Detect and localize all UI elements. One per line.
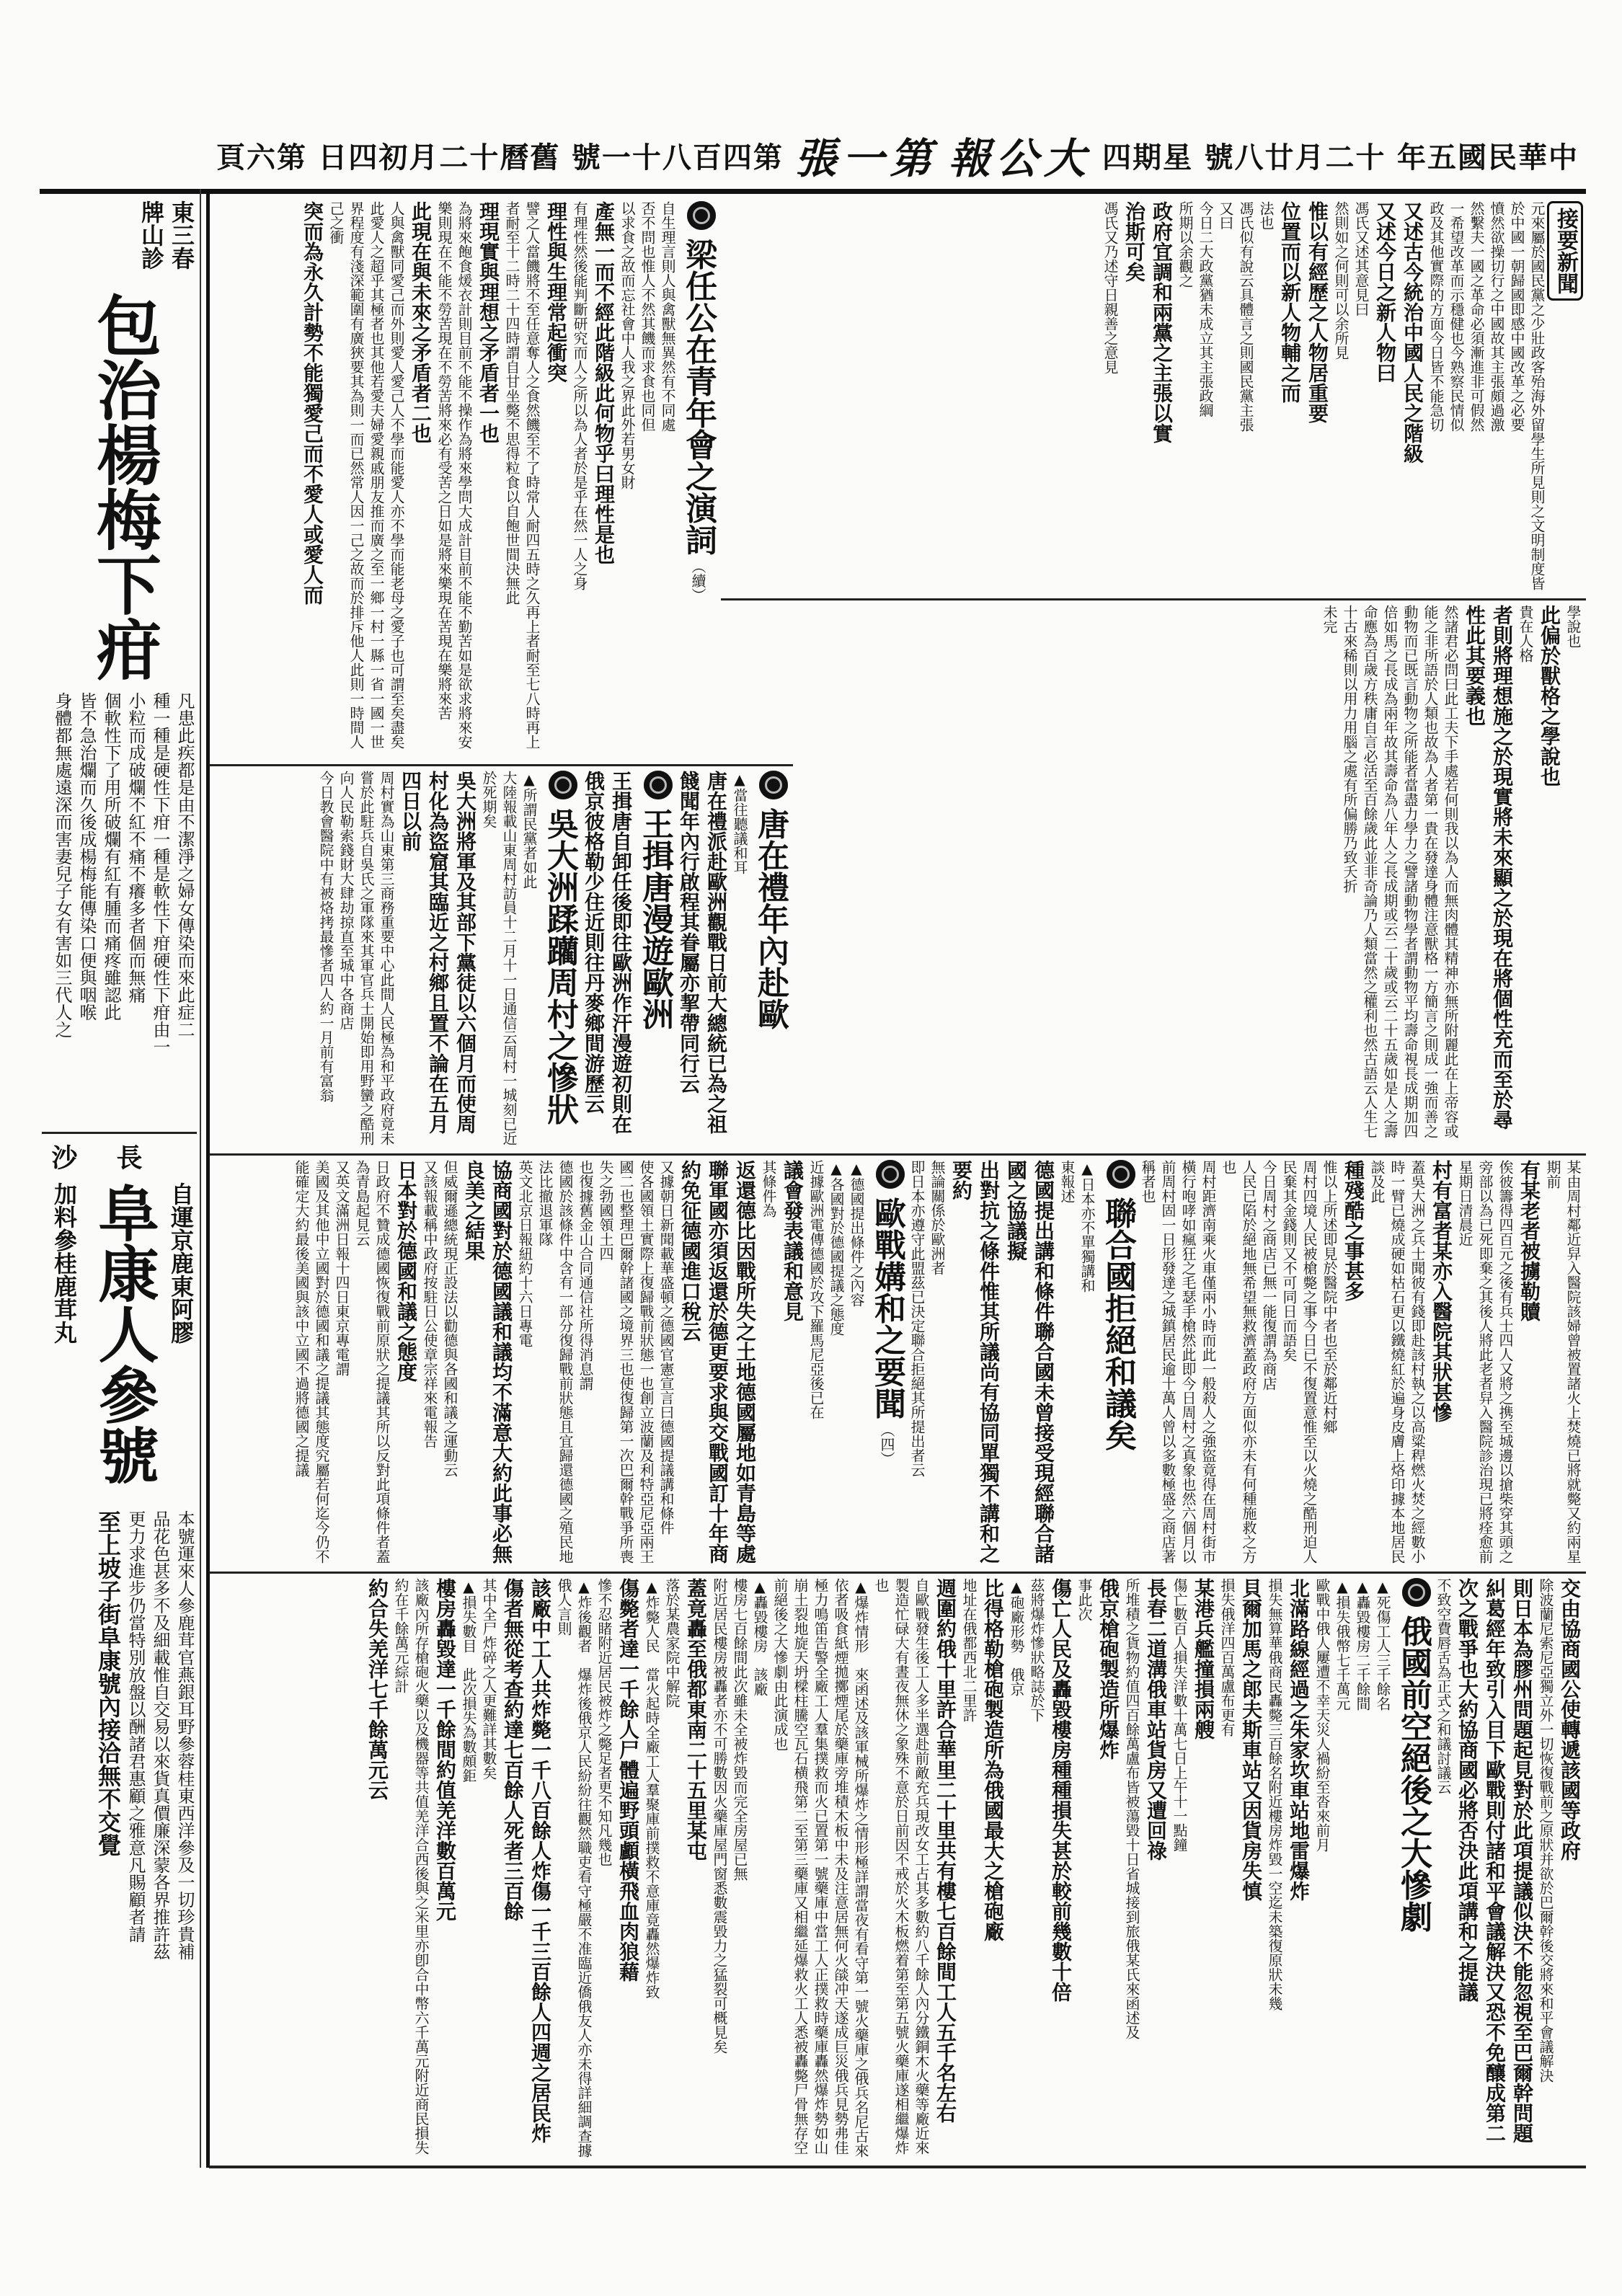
article-text: 有理性然後能判斷研究而人之所以為人者於是乎在然一人之身 xyxy=(571,201,588,590)
ad-text: 品花色甚多不及細載惟自交易以來貨真價廉深蒙各界推許茲 xyxy=(150,1510,170,1960)
section-divider xyxy=(209,1153,1586,1156)
weekday: 星期四 xyxy=(1102,141,1194,174)
article-text: 於中國一朝歸國即感中國改革之必要 xyxy=(1508,201,1525,432)
article-text: 馮氏似有說云具體言之則國民黨主張 xyxy=(1237,201,1254,432)
masthead-rule xyxy=(40,189,1586,194)
ad-brand-line: 牌山診 xyxy=(138,200,165,270)
article-text: 傷亡人民及轟毀樓房種種損失甚於較前幾數十倍 xyxy=(1049,1578,1073,2002)
article-text: 然繫夫一國之革命必須漸進非可假然 xyxy=(1468,201,1485,432)
ad-text: 種一種是硬性下疳一種是軟性下疳硬性下疳由一 xyxy=(150,692,170,1055)
article-text: 出對抗之條件惟其所議尚有協同單獨不講和之要約 xyxy=(949,1160,1001,1564)
article-text: 自歐戰發生後工人多半選赴前敵充兵現改女工占其多數約八千餘人內分鐵銅木火藥等廠近來製造忙碌大有晝夜無休之象殊不意於日前因不戒於火木板燃着第至第五號火藥庫遂相繼爆炸也 xyxy=(872,1578,930,2155)
ad-text: 身體都無處遠深而害妻兒子女有害如三代人之 xyxy=(52,692,72,1038)
article-text: 又曰 xyxy=(1217,201,1234,230)
ad-divider xyxy=(42,1132,197,1134)
article-text: 損失俄洋四百萬盧布更有 xyxy=(1218,1578,1236,1737)
article-text: 種殘酷之事甚多 xyxy=(1342,1160,1365,1301)
article-text: 附近居民樓房被轟者亦不可勝數因火藥庫屋門窗悉數震毀力之猛裂可概見矣 xyxy=(711,1578,728,2054)
article-text: ▲砲廠形勢 俄京 xyxy=(1008,1578,1025,1696)
article-title: 俄國前空絕後之大慘劇 xyxy=(1395,1615,1432,1933)
article-text: 歐戰中俄人屢遭不幸天災人禍紛至沓來前月 xyxy=(1313,1578,1331,1852)
article-text: 譬之人當饑將不至任意奪人之食然饑至不了時常人耐四五時之久再上者耐至七八時再上者耐至十二時二十四時謂自甘坐斃不思得粒食以自飽世間決無此 xyxy=(503,201,541,749)
article-text: 英文北京日報紐約十六日專電 xyxy=(516,1160,533,1347)
article-text: ▲炸斃人民 當火起時全廠工人羣聚庫前撲救不意庫竟轟然爆炸致 xyxy=(643,1578,660,1999)
section-tag: 接要新聞 xyxy=(1547,201,1583,301)
republic-year: 中華民國五年 xyxy=(1396,141,1579,174)
article-text: 無論關係於歐洲者 xyxy=(929,1160,946,1275)
article-text: 該廠內所存槍砲火藥以及機器等共值羌洋合西後與之米里亦卽合中幣六千萬元附近商民損失約在千餘萬元綜計 xyxy=(392,1578,430,2155)
article-text: 事此次 xyxy=(1076,1578,1093,1621)
article-text: 美國及其他中立國對於德國和議之提議其態度究屬若何迄今仍不能確定大約最後美國與該中立國不過將德國之提議 xyxy=(293,1160,330,1564)
article-text: 交由協商國公使轉遞該國等政府 xyxy=(1558,1578,1582,1861)
lunar-date: 舊曆十二月初四日 xyxy=(318,141,561,174)
article-text: 人民已陷於絕地無希望無救濟蓋政府方面似亦未有何種施救之方也 xyxy=(1220,1160,1257,1564)
ad-title: 包治楊梅下疳 xyxy=(85,292,161,681)
article-text: 貝爾加馬之郎夫斯車站又因貨房失慎 xyxy=(1239,1578,1263,1901)
bullet-icon xyxy=(549,771,577,799)
headline xyxy=(539,771,580,1148)
article-text: 又述古今統治中國人民之階級 xyxy=(1401,201,1424,464)
middle-news-band xyxy=(209,1157,1586,1569)
article-text: 協商國對於德國議和議均不滿意大約此事必無良美之結果 xyxy=(462,1160,513,1564)
bullet-icon xyxy=(1107,1160,1135,1189)
article-text: 所堆積之貨物約值四百餘萬盧布皆被蕩毀十日省城接到旅俄某氏來函述及 xyxy=(1123,1578,1140,2039)
article-text: 不致空費唇舌為正式之和議討議云 xyxy=(1435,1578,1452,1794)
article-text: 人與禽獸同愛己而外則愛人愛己人不學而能愛人亦不學而能老母之愛子也可謂至矣盡矣此愛人之超乎其極者也其他若愛夫婦愛親戚朋友推而廣之至一鄉一村一縣一省一國一世界程度有淺深範圍有廣狹要其為則一而已然常人因一己之故而於排斥他人此則一時間人己之衝 xyxy=(327,201,405,749)
bullet-icon xyxy=(876,1160,905,1189)
article-text: 長春二道溝俄車站貨房又遭回祿 xyxy=(1144,1578,1168,1861)
article-text: 以求食之故而忘社會中人我之界此外若男女財 xyxy=(619,201,636,489)
headline xyxy=(867,1160,907,1566)
article-text: 周村距濟南乘火車僅兩小時而此一般殺人之強盜竟得在周村街市橫行咆哮如瘋狂之毛瑟手槍然此即今日周村之真象也然六個月以前周村固一日形發達之城鎮居民逾十萬人曾以多數極盛之商店著稱者也 xyxy=(1139,1160,1217,1564)
date: 十二月廿八號 xyxy=(1204,141,1386,174)
article-text: 理現實與理想之矛盾者一也 xyxy=(477,201,500,443)
article-text: 樓房七百餘間此次雖未全被炸毀而完全房屋已無 xyxy=(731,1578,748,1881)
article-text: 又述今日之新人物曰 xyxy=(1373,201,1397,383)
article-text: 其條件為 xyxy=(760,1160,777,1218)
article-liang-speech xyxy=(209,198,721,762)
article-title: 王揖唐漫遊歐洲 xyxy=(637,807,673,1030)
headline xyxy=(678,201,718,759)
article-text: 使各國領土實際上復歸戰前狀態一也創立波蘭及利特亞尼亞兩王國二也整理巴爾幹諸國之境界三也使復歸第一次巴爾幹戰爭所喪失之勃國領土四 xyxy=(597,1160,655,1564)
headline xyxy=(1393,1578,1433,2161)
ad-ginseng-text xyxy=(42,1510,197,2163)
article-subtitle: ▲日本亦不單獨講和 xyxy=(1078,1160,1096,1293)
article-text: 慘不忍睹附近居民被炸之斃足者更不知凡幾也 xyxy=(595,1578,613,1866)
article-text: 北滿路線經過之朱家坎車站地雷爆炸 xyxy=(1287,1578,1311,1901)
article-text: 唐在禮派赴歐洲觀戰日前大總統已為之祖餞聞年內行啟程其眷屬亦挈帶同行云 xyxy=(677,771,728,1134)
ad-text: 皆不急治爛而久後成楊梅能傳染口便與咽喉 xyxy=(76,692,97,1021)
article-text: 法也 xyxy=(1257,201,1275,230)
article-subtitle: ▲轟毀樓房二千餘間 xyxy=(1354,1578,1371,1711)
article-text: 大陸報載山東周村訪員十二月十一日通信云周村一城刻已近於死期矣 xyxy=(480,771,518,1145)
ad-text: 更力求進步仍當特別放盤以酬諸君惠顧之雅意凡賜顧者請 xyxy=(125,1510,146,1943)
article-text: 所期以余觀之 xyxy=(1176,201,1194,288)
section-divider xyxy=(209,764,793,766)
article-text: 馮氏又乃述守日親善之意見 xyxy=(1102,201,1119,374)
article-text: 又該報載稱中政府按駐日公使章宗祥來電報告 xyxy=(421,1160,438,1448)
article-text: ▲轟毀樓房 該廠 xyxy=(751,1578,768,1696)
article-text: 但威爾遜總統現正設法以勸德與各國和議之運動云 xyxy=(441,1160,458,1477)
article-text: 政及其他實際的方面今日皆不能急切 xyxy=(1427,201,1445,432)
article-text: 此偏於獸格之學說也 xyxy=(1538,605,1561,786)
article-text: 傷亡數百人損失洋數十萬七日上午十一點鐘 xyxy=(1171,1578,1188,1852)
article-title: 吳大洲蹂躪周村之慘狀 xyxy=(541,807,578,1125)
ad-brand-line: 東三春 xyxy=(168,200,195,270)
article-text: 為將來飽食煖衣計則目前不能不操作為將來學問大成計目前不能不勤苦如是欲求將來安樂則現在不能不勞苦現在不勞苦將來必有受苦之日如是將來樂現在苦現在樂將來苦 xyxy=(435,201,473,749)
article-text: 有某老者被擄勒贖 xyxy=(1517,1160,1541,1321)
article-text: 落於某農家院中解院 xyxy=(663,1578,681,1708)
article-text: 今日教會醫院中有被烙拷最慘者四人約一月前有富翁 xyxy=(317,771,334,1102)
article-text: 蓋吳大洲之兵士聞彼有錢即赴該村執之以高粱稈燃火焚之經數小時一臂已燒成硬如枯石更以鐵燒紅於遍身皮膚上烙印據本地居民談及此 xyxy=(1368,1160,1426,1564)
article-text: 地址在俄都西北二里許 xyxy=(960,1578,978,1722)
ad-line-right: 自運京鹿東阿膠 xyxy=(167,1182,195,1344)
article-text: 又英文滿洲日報十四日東京專電謂 xyxy=(333,1160,350,1376)
headline xyxy=(634,771,675,1148)
paper-name: 大公報 xyxy=(948,134,1091,183)
article-text: 然則如之何則可以余所見 xyxy=(1332,201,1350,360)
article-text: 茲將爆炸慘狀略誌於下 xyxy=(1028,1578,1045,1722)
article-text: 東報述 xyxy=(1058,1160,1076,1203)
page-number: 第六頁 xyxy=(216,141,307,174)
masthead xyxy=(216,123,1579,187)
article-text: 惟以有經歷之人物居重要 xyxy=(1306,201,1329,423)
headline xyxy=(750,771,790,1148)
headline xyxy=(1097,1160,1138,1566)
article-text: 也復據舊金山合同通信社所得消息謂 xyxy=(577,1160,594,1391)
article-text: 除波蘭尼索尼亞獨立外一切恢復戰前之原狀并欲於巴爾幹後交將來和平會議解決 xyxy=(1537,1578,1554,2083)
article-text: 其中全尸炸碎之人更難詳其數矣 xyxy=(480,1578,497,1780)
article-text: 某由周村鄰近舁入醫院該婦曾被置諸火上焚燒已將就斃又約兩星期前 xyxy=(1544,1160,1582,1564)
article-text: 傷斃者達一千餘人尸體遍野頭顱橫飛血肉狼藉 xyxy=(616,1578,640,1982)
article-text: 蓋竟轟至俄都東南二十五里某屯 xyxy=(684,1578,708,1861)
ad-text: 凡患此疾都是由不潔淨之婦女傳染而來此症二 xyxy=(174,692,195,1038)
bullet-icon xyxy=(759,771,788,799)
article-title: 聯合國拒絕和議矣 xyxy=(1099,1197,1136,1451)
ad-line-left: 加料參桂鹿茸丸 xyxy=(50,1182,78,1344)
article-liang-speech-continued xyxy=(793,602,1586,1151)
article-text: 又據朝日新聞載華盛頓之德國官憲宣言曰德國提議講和條件 xyxy=(657,1160,675,1535)
article-text: 德國於該條件中含有一部分復歸戰前狀態且宜歸還德國之殖民地法比撤退軍隊 xyxy=(536,1160,574,1564)
article-subtitle: ▲德國提出條件之內容 xyxy=(848,1160,865,1307)
article-text: 德國提出講和條件聯合國未曾接受現經聯合諸國之協議擬 xyxy=(1004,1160,1055,1564)
article-text: 日本對於德國和議之態度 xyxy=(394,1160,418,1382)
column-rule xyxy=(200,189,201,2168)
to-be-continued: 未完 xyxy=(1321,605,1338,634)
article-text: 週圍約俄十里許合華里二十里共有樓七百餘間工人五千名左右 xyxy=(934,1578,957,2123)
article-text: 元來屬於國民黨之少壯政客殆海外留學生所見則之文明制度皆 xyxy=(1528,201,1546,590)
article-subtitle: ▲各國對於德國提議之態度 xyxy=(828,1160,845,1336)
article-text: ▲損失數目 此次損失為數頗鉅 xyxy=(460,1578,477,1783)
article-text: 政府宜調和兩黨之主張以實 xyxy=(1150,201,1174,443)
article-text: 理性與生理常起衝突 xyxy=(544,201,568,383)
bottom-news-band xyxy=(209,1575,1586,2164)
article-text: 村有富者某亦入醫院其狀甚慘 xyxy=(1430,1160,1453,1422)
article-text: 憤然欲操切行之中國故其主張頗過激 xyxy=(1488,201,1505,432)
article-subtitle: ▲所謂民黨者如此 xyxy=(520,771,538,889)
article-text: 樓房轟毀達一千餘間約值羌洋數百萬元 xyxy=(433,1578,457,1921)
article-text: 返還德比因戰所失之土地德國屬地如青島等處聯軍國亦須返還於德更要求與交戰國訂十年商約免征德國進口稅云 xyxy=(678,1160,757,1564)
article-text: 俟彼籌得四百元之後有兵士四人又將之携至城邊以搶柴穿其頭之旁部以為已死即棄之其後人將此老者舁入醫院診治現已將痊愈前星期日清晨近 xyxy=(1456,1160,1514,1564)
news-digest xyxy=(721,198,1586,596)
ad-shop-name: 阜康人參號 xyxy=(89,1182,159,1485)
article-text: 日政府不贊成德國恢復戰前原狀之提議其所以反對此項條件者蓋為青島起見云 xyxy=(353,1160,391,1564)
article-text: 今日周村之商店已無一能復謂為商店 xyxy=(1260,1160,1277,1391)
bottom-rule xyxy=(209,2166,1586,2168)
ad-text: 本號運來人參鹿茸官燕銀耳野參蓉桂東西洋參及一切珍貴補 xyxy=(174,1510,195,1960)
continued-note: （續） xyxy=(689,559,706,603)
article-text: 馮氏又述其意見曰 xyxy=(1352,201,1370,316)
article-text: 突而為永久計勢不能獨愛己而不愛人或愛人而 xyxy=(301,201,324,605)
article-text: 產無一而不經此階級此何物乎曰理性是也 xyxy=(592,201,616,564)
article-text: 此現在與未來之矛盾者二也 xyxy=(409,201,433,443)
article-text: 自生理言則人與禽獸無異然有不同處 xyxy=(659,201,676,432)
article-title: 唐在禮年內赴歐 xyxy=(752,807,789,1030)
bullet-icon xyxy=(1402,1578,1431,1607)
article-text: 惟以上所述即見於醫院中者也至於鄰近村鄉 xyxy=(1321,1160,1338,1434)
article-text: 一希望改革而示穩健也今熟察民情似 xyxy=(1448,201,1465,432)
article-text: 否不問也惟人不然其饑而求食也同但 xyxy=(639,201,656,432)
article-text: 王揖唐自卸任後即往歐洲作汗漫遊初則在俄京彼格勒少住近則往丹麥鄉間游歷云 xyxy=(582,771,633,1134)
ad-syphilis-text xyxy=(42,692,197,1125)
ad-brand-lines xyxy=(42,200,197,280)
bullet-icon xyxy=(644,771,673,799)
section-divider xyxy=(721,598,1586,600)
article-text: 俄京槍砲製造所爆炸 xyxy=(1096,1578,1120,1760)
article-text: ▲爆炸情形 來函述及該軍械所爆炸之情形極詳謂當夜有看守第一號火藥庫之俄兵名尼古來依者吸食紙煙拋擲煙尾於藥庫旁堆積木板中未及注意居無何火燄冲天遂成巨災俄兵見勢弗佳極力鳴笛告警全廠工人羣集撲救而火已置第一號藥庫中當工人正撲救時藥庫轟然爆炸勢如山崩土裂地旋天坍樑柱騰空瓦石横飛第二至第三藥庫又相繼延爆救火工人悉被轟斃尸骨無存空前絕後之大慘劇由此演成也 xyxy=(771,1578,869,2158)
article-title: 梁任公在青年會之演詞 xyxy=(680,238,717,556)
short-news-column xyxy=(209,768,793,1151)
issue-number: 第四百八十一號 xyxy=(571,141,784,174)
article-text: 貴在人格 xyxy=(1517,605,1534,662)
article-text: 周村實為山東第三商務重要中心此間人民極為和平政府竟未嘗於此駐兵自吳氏之軍隊來其軍官兵士開始即用野蠻之酷刑向人民勒索錢財大肆劫掠直至城中各商店 xyxy=(337,771,395,1145)
article-text: 約合失羌洋七千餘萬元云 xyxy=(365,1578,389,1800)
article-text: 議會發表議和意見 xyxy=(781,1160,805,1321)
ad-city: 長沙 xyxy=(48,1144,143,1170)
ad-text: 至上坡子街阜康號內接洽無不交覺 xyxy=(94,1510,122,1856)
article-text: 即日本亦遵守此盟茲已決定聯合拒絕其所提出者云 xyxy=(908,1160,926,1477)
article-text: 學說也 xyxy=(1564,605,1582,648)
bullet-icon xyxy=(687,201,716,230)
article-text: 近據歐洲電傳德國於攻下羅馬尼亞後已在 xyxy=(807,1160,825,1419)
article-text: ▲炸後觀者 爆炸後俄京人民紛紛往觀然職吏看守極嚴不准臨近僑俄友人亦未得詳細調查據俄人言則 xyxy=(555,1578,593,2158)
sheet-label: 第一張 xyxy=(794,134,938,183)
article-subtitle: ▲死傷工人三千餘名 xyxy=(1374,1578,1391,1711)
article-subtitle: ▲損失俄幣七千萬元 xyxy=(1334,1578,1351,1711)
article-text: 比得格勒槍砲製造所為俄國最大之槍砲廠 xyxy=(981,1578,1005,1941)
article-text: 位置而以新人物輔之而 xyxy=(1278,201,1302,403)
article-text: 者則將理想施之於現實將未來顯之於現在將個性充而至於尋性此其要義也 xyxy=(1463,605,1514,1130)
article-text: 該廠中工人共炸斃一千八百餘人炸傷一千三百餘人四週之居民炸傷者無從考查約達七百餘人死者三百餘 xyxy=(501,1578,552,2143)
article-text: 周村四境人民被槍斃之事今日已不復置意惟至以火燒之酷刑迫人民棄其金錢則又不可同日而語矣 xyxy=(1280,1160,1318,1564)
ad-text: 小粒而成破爛不紅不痛不癢多者個而無痛 xyxy=(125,692,146,1003)
ad-text: 個軟性下了用所破爛有紅有腫而痛疼雖認此 xyxy=(101,692,121,1021)
article-text: 則日本為膠州問題起見對於此項提議似決不能忽視至巴爾幹問題糾葛經年致引入目下歐戰則付諸和平會議解決又恐不免釀成第二次之戰爭也大約協商國必將否決此項講和之提議 xyxy=(1455,1578,1534,2143)
part-number: （四） xyxy=(878,1422,895,1466)
article-text: 治斯可矣 xyxy=(1122,201,1146,282)
article-text: 某港兵艦撞損兩艘 xyxy=(1192,1578,1215,1739)
article-text: 然諸君必問曰此工夫下手處若何則我以為人而無肉體其精神亦無所附麗此在上帝容或能之非所語於人類也故為人者第一貴在發達身體注意獸格一方簡言之則成一強而善之動物而已既言動物之所能者當盡力學力之譬諸動物學者謂動物平均壽命視長成期加四倍如馬之長成為兩年故其壽命為八年人之長成期或云二十歲或云二十五歲如是人之壽命應為百歲方秩庸自言必活至百餘歲此並非奇論乃人類當然之權利也然古語云人生七十古來稀則以用力用腦之處有所偏勝乃致夭折 xyxy=(1341,605,1459,1138)
article-text: 今日二大政黨猶未成立其主張政綱 xyxy=(1197,201,1214,417)
section-divider xyxy=(209,1572,1586,1574)
article-title: 歐戰媾和之要聞 xyxy=(869,1197,905,1419)
article-text: 損失無算華俄商民轟斃三百餘名附近樓房炸毀一空迄未築復原狀未幾 xyxy=(1266,1578,1283,2011)
article-text: 吳大洲將軍及其部下黨徒以六個月而使周村化為盜窟其臨近之村鄉且置不論在五月四日以前 xyxy=(399,771,477,1134)
article-subtitle: ▲當往聽議和耳 xyxy=(731,771,748,874)
